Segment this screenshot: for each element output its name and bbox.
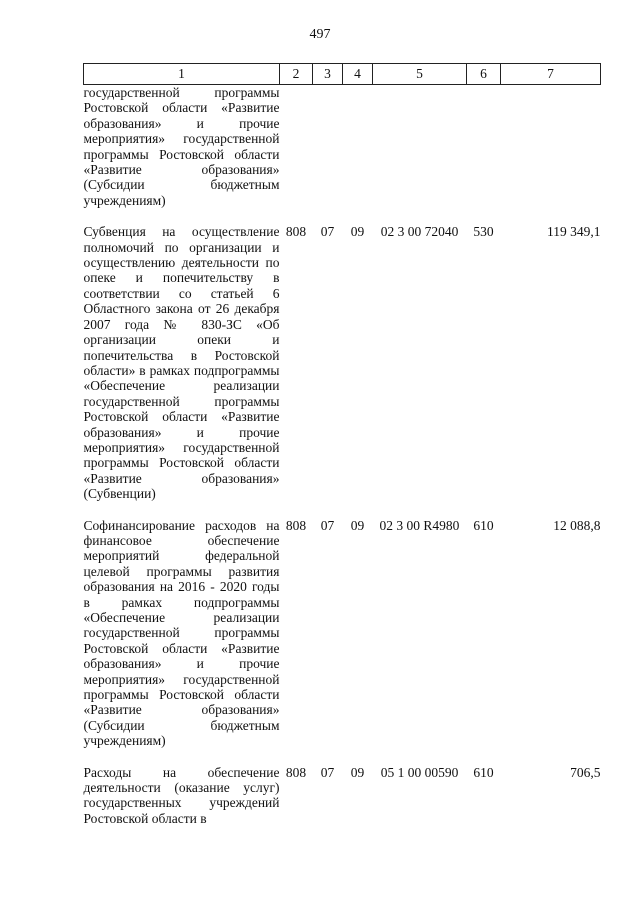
row-amount: 119 349,1 <box>547 224 601 240</box>
row-subsection: 09 <box>350 224 365 240</box>
row-amount: 12 088,8 <box>553 517 601 533</box>
header-col-4: 4 <box>343 64 373 85</box>
row-target-article <box>373 85 467 221</box>
row-target-article: 02 3 00 R4980 <box>379 517 460 533</box>
row-ministry <box>280 85 313 221</box>
row-expense-type: 610 <box>473 517 494 533</box>
header-col-5: 5 <box>373 64 467 85</box>
row-subsection: 09 <box>350 764 365 780</box>
row-description: Расходы на обеспечение деятельности (оказание услуг) государственных учреждений Ростовской области в <box>83 764 280 826</box>
row-section: 07 <box>320 224 335 240</box>
table-row <box>84 85 601 221</box>
table-header-row <box>84 64 601 85</box>
header-col-6: 6 <box>467 64 501 85</box>
row-description: Субвенция на осуществление полномочий по организации и осуществлению деятельности по опеке и попечительству в соответствии со статьей 6 Областного закона от 26 декабря 2007 года № 830-ЗС «Об организации опеки и попечительства в Ростовской области» в рамках подпрограммы «Обеспечение реализации государственной программы Ростовской области «Развитие образования» и прочие мероприятия» государственной программы Ростовской области «Развитие образования» (Субвенции) <box>83 224 280 502</box>
row-section: 07 <box>320 517 335 533</box>
page-number: 497 <box>309 27 331 42</box>
row-amount: 706,5 <box>570 764 601 780</box>
header-col-3: 3 <box>313 64 343 85</box>
header-col-2: 2 <box>280 64 313 85</box>
table-row <box>84 514 601 761</box>
row-ministry: 808 <box>285 517 307 533</box>
row-section <box>313 85 343 221</box>
row-target-article: 02 3 00 72040 <box>380 224 459 240</box>
budget-table <box>83 63 601 838</box>
table-row <box>84 220 601 513</box>
row-expense-type: 610 <box>473 764 494 780</box>
row-description: государственной программы Ростовской области «Развитие образования» и прочие мероприятия» государственной программы Ростовской области «Развитие образования» (Субсидии бюджетным учреждениям) <box>83 85 280 208</box>
row-amount <box>501 85 601 221</box>
row-description: Софинансирование расходов на финансовое обеспечение мероприятий федеральной целевой программы развития образования на 2016 - 2020 годы в рамках подпрограммы «Обеспечение реализации государственной программы Ростовской области «Развитие образования» и прочие мероприятия» государственной программы Ростовской области «Развитие образования» (Субсидии бюджетным учреждениям) <box>83 517 280 749</box>
row-target-article: 05 1 00 00590 <box>380 764 459 780</box>
row-section: 07 <box>320 764 335 780</box>
row-expense-type <box>467 85 501 221</box>
row-ministry: 808 <box>285 764 307 780</box>
header-col-7: 7 <box>501 64 601 85</box>
row-subsection <box>343 85 373 221</box>
row-subsection: 09 <box>350 517 365 533</box>
header-col-1: 1 <box>84 64 280 85</box>
row-expense-type: 530 <box>473 224 494 240</box>
row-ministry: 808 <box>285 224 307 240</box>
table-row <box>84 761 601 839</box>
